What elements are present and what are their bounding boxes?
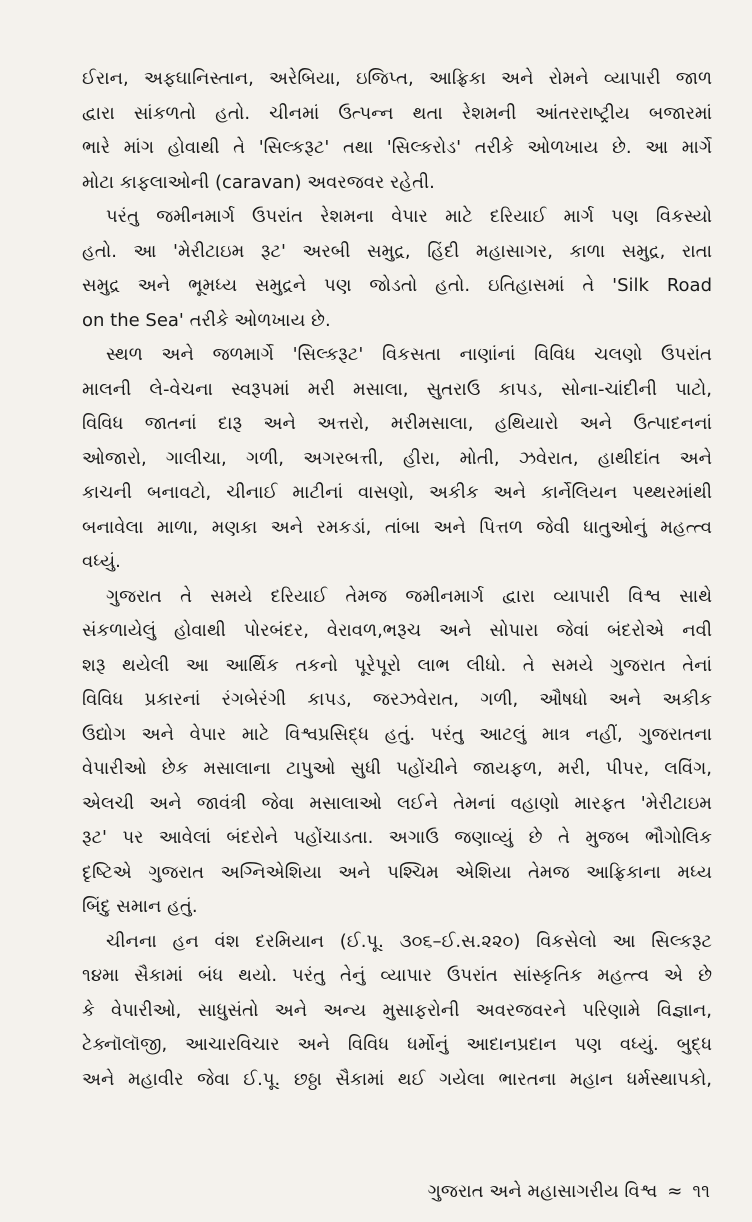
page-number: ૧૧ — [692, 1181, 710, 1202]
footer-separator: ≈ — [667, 1181, 683, 1202]
text-line: ઈરાન, અફઘાનિસ્તાન, અરેબિયા, ઇજિપ્ત, આફ્રિકા અને રોમને વ્યાપારી જાળ — [82, 68, 712, 89]
text-line: હતો. આ 'મેરીટાઇમ રૂટ' અરબી સમુદ્ર, હિંદી મહાસાગર, કાળા સમુદ્ર, રાતા — [82, 240, 712, 262]
footer-book-title: ગુજરાત અને મહાસાગરીય વિશ્વ — [427, 1181, 658, 1202]
text-line: વિવિધ પ્રકારનાં રંગબેરંગી કાપડ, જરઝવેરાત, ગળી, ઔષધો અને અકીક — [82, 689, 712, 710]
text-line: બનાવેલા માળા, મણકા અને રમકડાં, તાંબા અને પિત્તળ જેવી ધાતુઓનું મહત્ત્વ — [82, 516, 712, 538]
text-line: ગુજરાત તે સમયે દરિયાઈ તેમજ જમીનમાર્ગ દ્વારા વ્યાપારી વિશ્વ સાથે — [106, 585, 712, 607]
text-line: on the Sea' તરીકે ઓળખાય છે. — [82, 309, 331, 331]
paragraph — [82, 200, 712, 338]
paragraph — [82, 338, 712, 580]
body-text — [82, 62, 712, 1097]
text-line: કે વેપારીઓ, સાધુસંતો અને અન્ય મુસાફરોની અવરજવરને પરિણામે વિજ્ઞાન, — [82, 999, 712, 1021]
page-footer — [428, 1180, 710, 1204]
text-line: ઓજારો, ગાલીચા, ગળી, અગરબત્તી, હીરા, મોતી, ઝવેરાત, હાથીદાંત અને — [82, 447, 712, 469]
text-line: કાચની બનાવટો, ચીનાઈ માટીનાં વાસણો, અકીક અને કાર્નેલિયન પથ્થરમાંથી — [82, 482, 712, 503]
text-line: સમુદ્ર અને ભૂમધ્ય સમુદ્રને પણ જોડતો હતો. ઇતિહાસમાં તે 'Silk Road — [82, 275, 712, 296]
text-line: રૂટ' પર આવેલાં બંદરોને પહોંચાડતા. અગાઉ જણાવ્યું છે તે મુજબ ભૌગોલિક — [82, 827, 712, 848]
text-line: બિંદુ સમાન હતું. — [82, 896, 198, 917]
text-line: વધ્યું. — [82, 551, 121, 572]
paragraph — [82, 580, 712, 925]
text-line: સ્થળ અને જળમાર્ગે 'સિલ્કરૂટ' વિકસતા નાણાંનાં વિવિધ ચલણો ઉપરાંત — [106, 344, 712, 365]
text-line: માલની લે-વેચના સ્વરૂપમાં મરી મસાલા, સુતરાઉ કાપડ, સોના-ચાંદીની પાટો, — [82, 378, 712, 400]
text-line: એલચી અને જાવંત્રી જેવા મસાલાઓ લઈને તેમનાં વહાણો મારફત 'મેરીટાઇમ — [82, 792, 712, 814]
text-line: ટેક્નૉલૉજી, આચારવિચાર અને વિવિધ ધર્મોનું આદાનપ્રદાન પણ વધ્યું. બુદ્ધ — [82, 1034, 712, 1055]
paragraph — [82, 62, 712, 200]
text-line: ૧૪મા સૈકામાં બંધ થયો. પરંતુ તેનું વ્યાપાર ઉપરાંત સાંસ્કૃતિક મહત્ત્વ એ છે — [82, 965, 712, 986]
text-line: સંકળાયેલું હોવાથી પોરબંદર, વેરાવળ,ભરૂચ અને સોપારા જેવાં બંદરોએ નવી — [82, 620, 712, 641]
text-line: પરંતુ જમીનમાર્ગ ઉપરાંત રેશમના વેપાર માટે દરિયાઈ માર્ગ પણ વિકસ્યો — [106, 206, 712, 227]
text-line: દૃષ્ટિએ ગુજરાત અગ્નિએશિયા અને પશ્ચિમ એશિયા તેમજ આફ્રિકાના મધ્ય — [82, 861, 712, 883]
text-line: દ્વારા સાંકળતો હતો. ચીનમાં ઉત્પન્ન થતા રેશમની આંતરરાષ્ટ્રીય બજારમાં — [82, 102, 712, 124]
text-line: ભારે માંગ હોવાથી તે 'સિલ્કરૂટ' તથા 'સિલ્કરોડ' તરીકે ઓળખાય છે. આ માર્ગે — [82, 137, 712, 158]
text-line: વેપારીઓ છેક મસાલાના ટાપુઓ સુધી પહોંચીને જાયફળ, મરી, પીપર, લવિંગ, — [82, 758, 712, 779]
text-line: મોટા કાફલાઓની (caravan) અવરજવર રહેતી. — [82, 171, 435, 193]
text-line: અને મહાવીર જેવા ઈ.પૂ. છઠ્ઠા સૈકામાં થઈ ગયેલા ભારતના મહાન ધર્મસ્થાપકો, — [82, 1068, 712, 1090]
text-line: ઉદ્યોગ અને વેપાર માટે વિશ્વપ્રસિદ્ધ હતું. પરંતુ આટલું માત્ર નહીં, ગુજરાતના — [82, 723, 712, 745]
text-line: વિવિધ જાતનાં દારૂ અને અત્તરો, મરીમસાલા, હથિયારો અને ઉત્પાદનનાં — [82, 413, 712, 434]
text-line: ચીનના હન વંશ દરમિયાન (ઈ.પૂ. ૩૦૬–ઈ.સ.૨૨૦) વિકસેલો આ સિલ્કરૂટ — [106, 930, 712, 952]
paragraph — [82, 925, 712, 1098]
text-line: શરૂ થયેલી આ આર્થિક તકનો પૂરેપૂરો લાભ લીધો. તે સમયે ગુજરાત તેનાં — [82, 654, 712, 676]
